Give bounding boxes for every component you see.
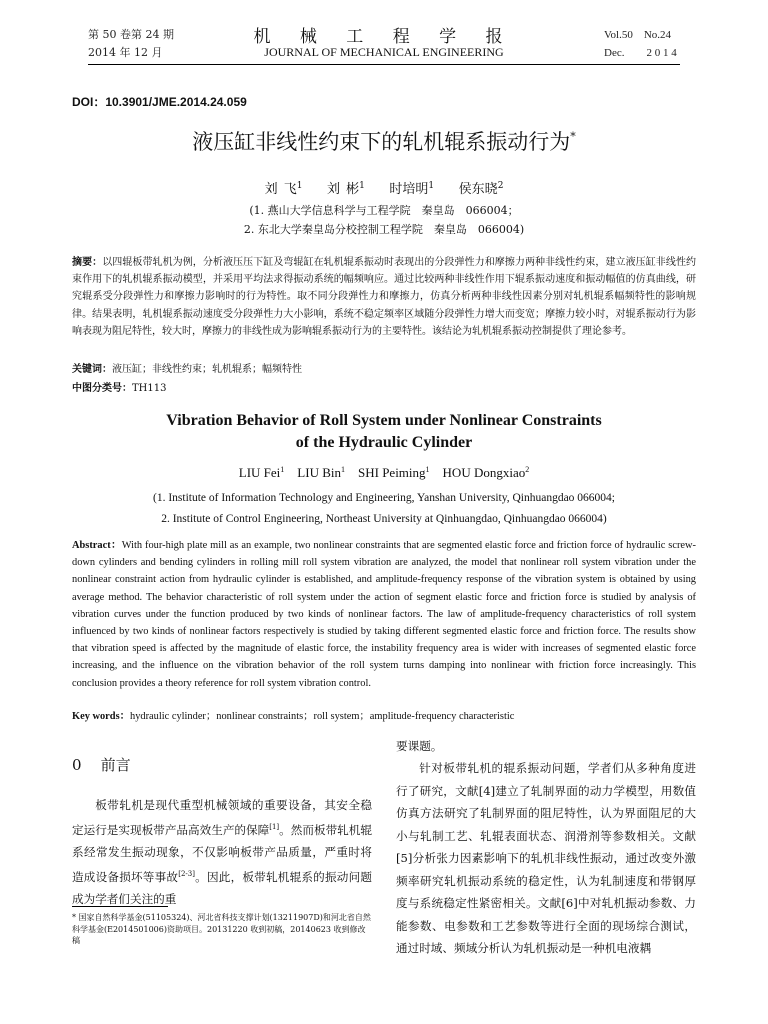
journal-title-cn: 机 械 工 程 学 报 [253, 27, 515, 47]
author-cn-affil: 1 [296, 181, 303, 191]
authors-cn [0, 178, 768, 197]
author-cn: 侯东晓 [458, 182, 498, 197]
header-rule [88, 64, 680, 65]
author-en-affil: 1 [425, 465, 430, 474]
affiliation-cn-1: (1. 燕山大学信息科学与工程学院 秦皇岛 066004； [249, 204, 519, 217]
paper-title-en-line2: of the Hydraulic Cylinder [295, 434, 473, 451]
author-en: SHI Peiming [358, 465, 426, 480]
header-volume-en: Vol.50 No.24 [604, 29, 672, 41]
author-en: LIU Fei [238, 465, 281, 480]
abstract-en-text: With four-high plate mill as an example, two nonlinear constraints that are segmented elastic force and friction force of hydraulic screw-down cylinders and bending cylinders in rolling mill roll system vibration are analyzed, the model that nonlinear roll system vibration under the nonlinear constraint action from hydraulic cylinder is established, and amplitude-frequency response of the vibration system is obtained by using average method. The behavior characteristic of roll system under the action of segment elastic force and friction force is studied by analysis of vibration curves under the function produced by two kinds of nonlinear factors. The law of amplitude-frequency characteristics of roll system influenced by two kinds of nonlinear factors respectively is studied by taking different segmented elastic force and friction force. The results show that vibration speed is affected by the magnitude of elastic force, the instability frequency area is wider with increases of segmented elastic force increasing, and the influence on the vibration behavior of the roll system turns damping into nonlinear with friction force increasingly. This conclusion provides a theory reference for roll system vibration control. [72, 540, 696, 689]
affiliation-en-2: 2. Institute of Control Engineering, Northeast University at Qinhuangdao, Qinhuangdao 066004) [161, 513, 607, 525]
keywords-cn [72, 361, 696, 378]
keywords-cn-label: 关键词： [72, 364, 112, 375]
footnote-rule [72, 906, 168, 907]
clc-text: TH113 [132, 383, 167, 394]
keywords-en-text: hydraulic cylinder；nonlinear constraints；roll system；amplitude-frequency characteristic [130, 711, 515, 722]
section-title: 前言 [100, 756, 131, 774]
authors-en [0, 465, 768, 481]
doi: DOI：10.3901/JME.2014.24.059 [72, 95, 247, 109]
body-left-text-2: 。然而板带轧机辊系经常发生振动现象，不仅影响板带产品质量，严重时将造成设备损坏等事故 [72, 823, 372, 884]
abstract-cn-label: 摘要： [72, 257, 103, 268]
citation-ref: [2-3] [178, 870, 195, 878]
author-en-affil: 1 [341, 465, 345, 474]
citation-ref: [1] [269, 823, 280, 831]
author-cn-affil: 1 [428, 181, 435, 191]
abstract-en [72, 537, 696, 692]
abstract-cn-text: 以四辊板带轧机为例，分析液压压下缸及弯辊缸在轧机辊系振动时表现出的分段弹性力和摩擦力两种非线性约束，建立液压缸非线性约束作用下的轧机辊系振动模型，并采用平均法求得振动系统的幅频响应。通过比较两种非线性作用下辊系振动速度和振动幅值的仿真曲线，研究辊系受分段弹性力和摩擦力影响时的行为特性。取不同分段弹性力和摩擦力，仿真分析两种非线性因素分别对轧机辊系幅频特性的影响规律。结果表明，轧机辊系振动速度受分段弹性力大小影响，系统不稳定频率区域随分段弹性力增大而变宽；摩擦力较小时，对辊系振动行为影响表现为阻尼特性，较大时，摩擦力的非线性成为影响辊系振动行为的主要特性。该结论为轧机辊系振动控制提供了理论参考。 [72, 257, 697, 337]
header-date-en: Dec. 2 0 1 4 [604, 47, 677, 59]
author-cn-affil: 1 [359, 181, 365, 191]
abstract-cn [72, 254, 696, 340]
clc-label: 中图分类号： [72, 383, 132, 394]
affiliation-cn-2: 2. 东北大学秦皇岛分校控制工程学院 秦皇岛 066004) [243, 223, 525, 236]
clc-number [72, 380, 696, 397]
body-left-text-3: 。因此，板带轧机辊系的振动问题成为学者们关注的重 [72, 870, 372, 906]
title-footnote-mark: * [570, 130, 576, 143]
paper-title-cn [0, 126, 768, 156]
abstract-en-label: Abstract： [72, 540, 122, 551]
author-en-affil: 2 [525, 465, 530, 474]
author-en-affil: 1 [280, 465, 285, 474]
author-cn-affil: 2 [497, 181, 504, 191]
keywords-en-label: Key words： [72, 711, 131, 722]
footnote-funding: * 国家自然科学基金(51105324)、河北省科技支撑计划(13211907D)和河北省自然科学基金(E2014501006)资助项目。20131220 收到初稿，20140623 收到修改稿 [72, 913, 371, 945]
author-en: HOU Dongxiao [442, 465, 526, 480]
header-volume-cn: 第 50 卷第 24 期 [88, 28, 174, 41]
section-number: 0 [72, 756, 82, 774]
section-heading [72, 754, 131, 775]
affiliation-en-1: (1. Institute of Information Technology and Engineering, Yanshan University, Qinhuangdao 066004; [153, 492, 615, 504]
body-left-text-1: 板带轧机是现代重型机械领域的重要设备，其安全稳定运行是实现板带产品高效生产的保障 [72, 798, 372, 837]
author-cn: 刘 彬 [326, 182, 360, 197]
keywords-cn-text: 液压缸；非线性约束；轧机辊系；幅频特性 [112, 364, 302, 375]
body-right-continuation: 要课题。 [396, 739, 443, 753]
author-cn: 时培明 [389, 182, 429, 197]
journal-title-en: JOURNAL OF MECHANICAL ENGINEERING [264, 45, 504, 59]
author-cn: 刘 飞 [264, 182, 297, 197]
header-date-cn: 2014 年 12 月 [88, 46, 163, 59]
body-left-paragraph [72, 794, 372, 910]
keywords-en [72, 708, 696, 725]
paper-title-cn-text: 液压缸非线性约束下的轧机辊系振动行为 [192, 130, 571, 154]
author-en: LIU Bin [297, 465, 341, 480]
body-right-paragraph: 针对板带轧机的辊系振动问题，学者们从多种角度进行了研究，文献[4]建立了轧制界面的动力学模型，用数值仿真方法研究了轧制界面的阻尼特性，认为界面阻尼的大小与轧制工艺、轧辊表面状态、润滑剂等参数相关。文献[5]分析张力因素影响下的轧机非线性振动，通过改变外激频率研究轧机振动系统的稳定性，认为轧制速度和带钢厚度与系统稳定性紧密相关。文献[6]中对轧机振动参数、力能参数、电参数和工艺参数等进行全面的现场综合测试，通过时域、频域分析认为轧机振动是一种机电液耦 [396, 761, 696, 955]
paper-title-en-line1: Vibration Behavior of Roll System under Nonlinear Constraints [166, 412, 602, 429]
